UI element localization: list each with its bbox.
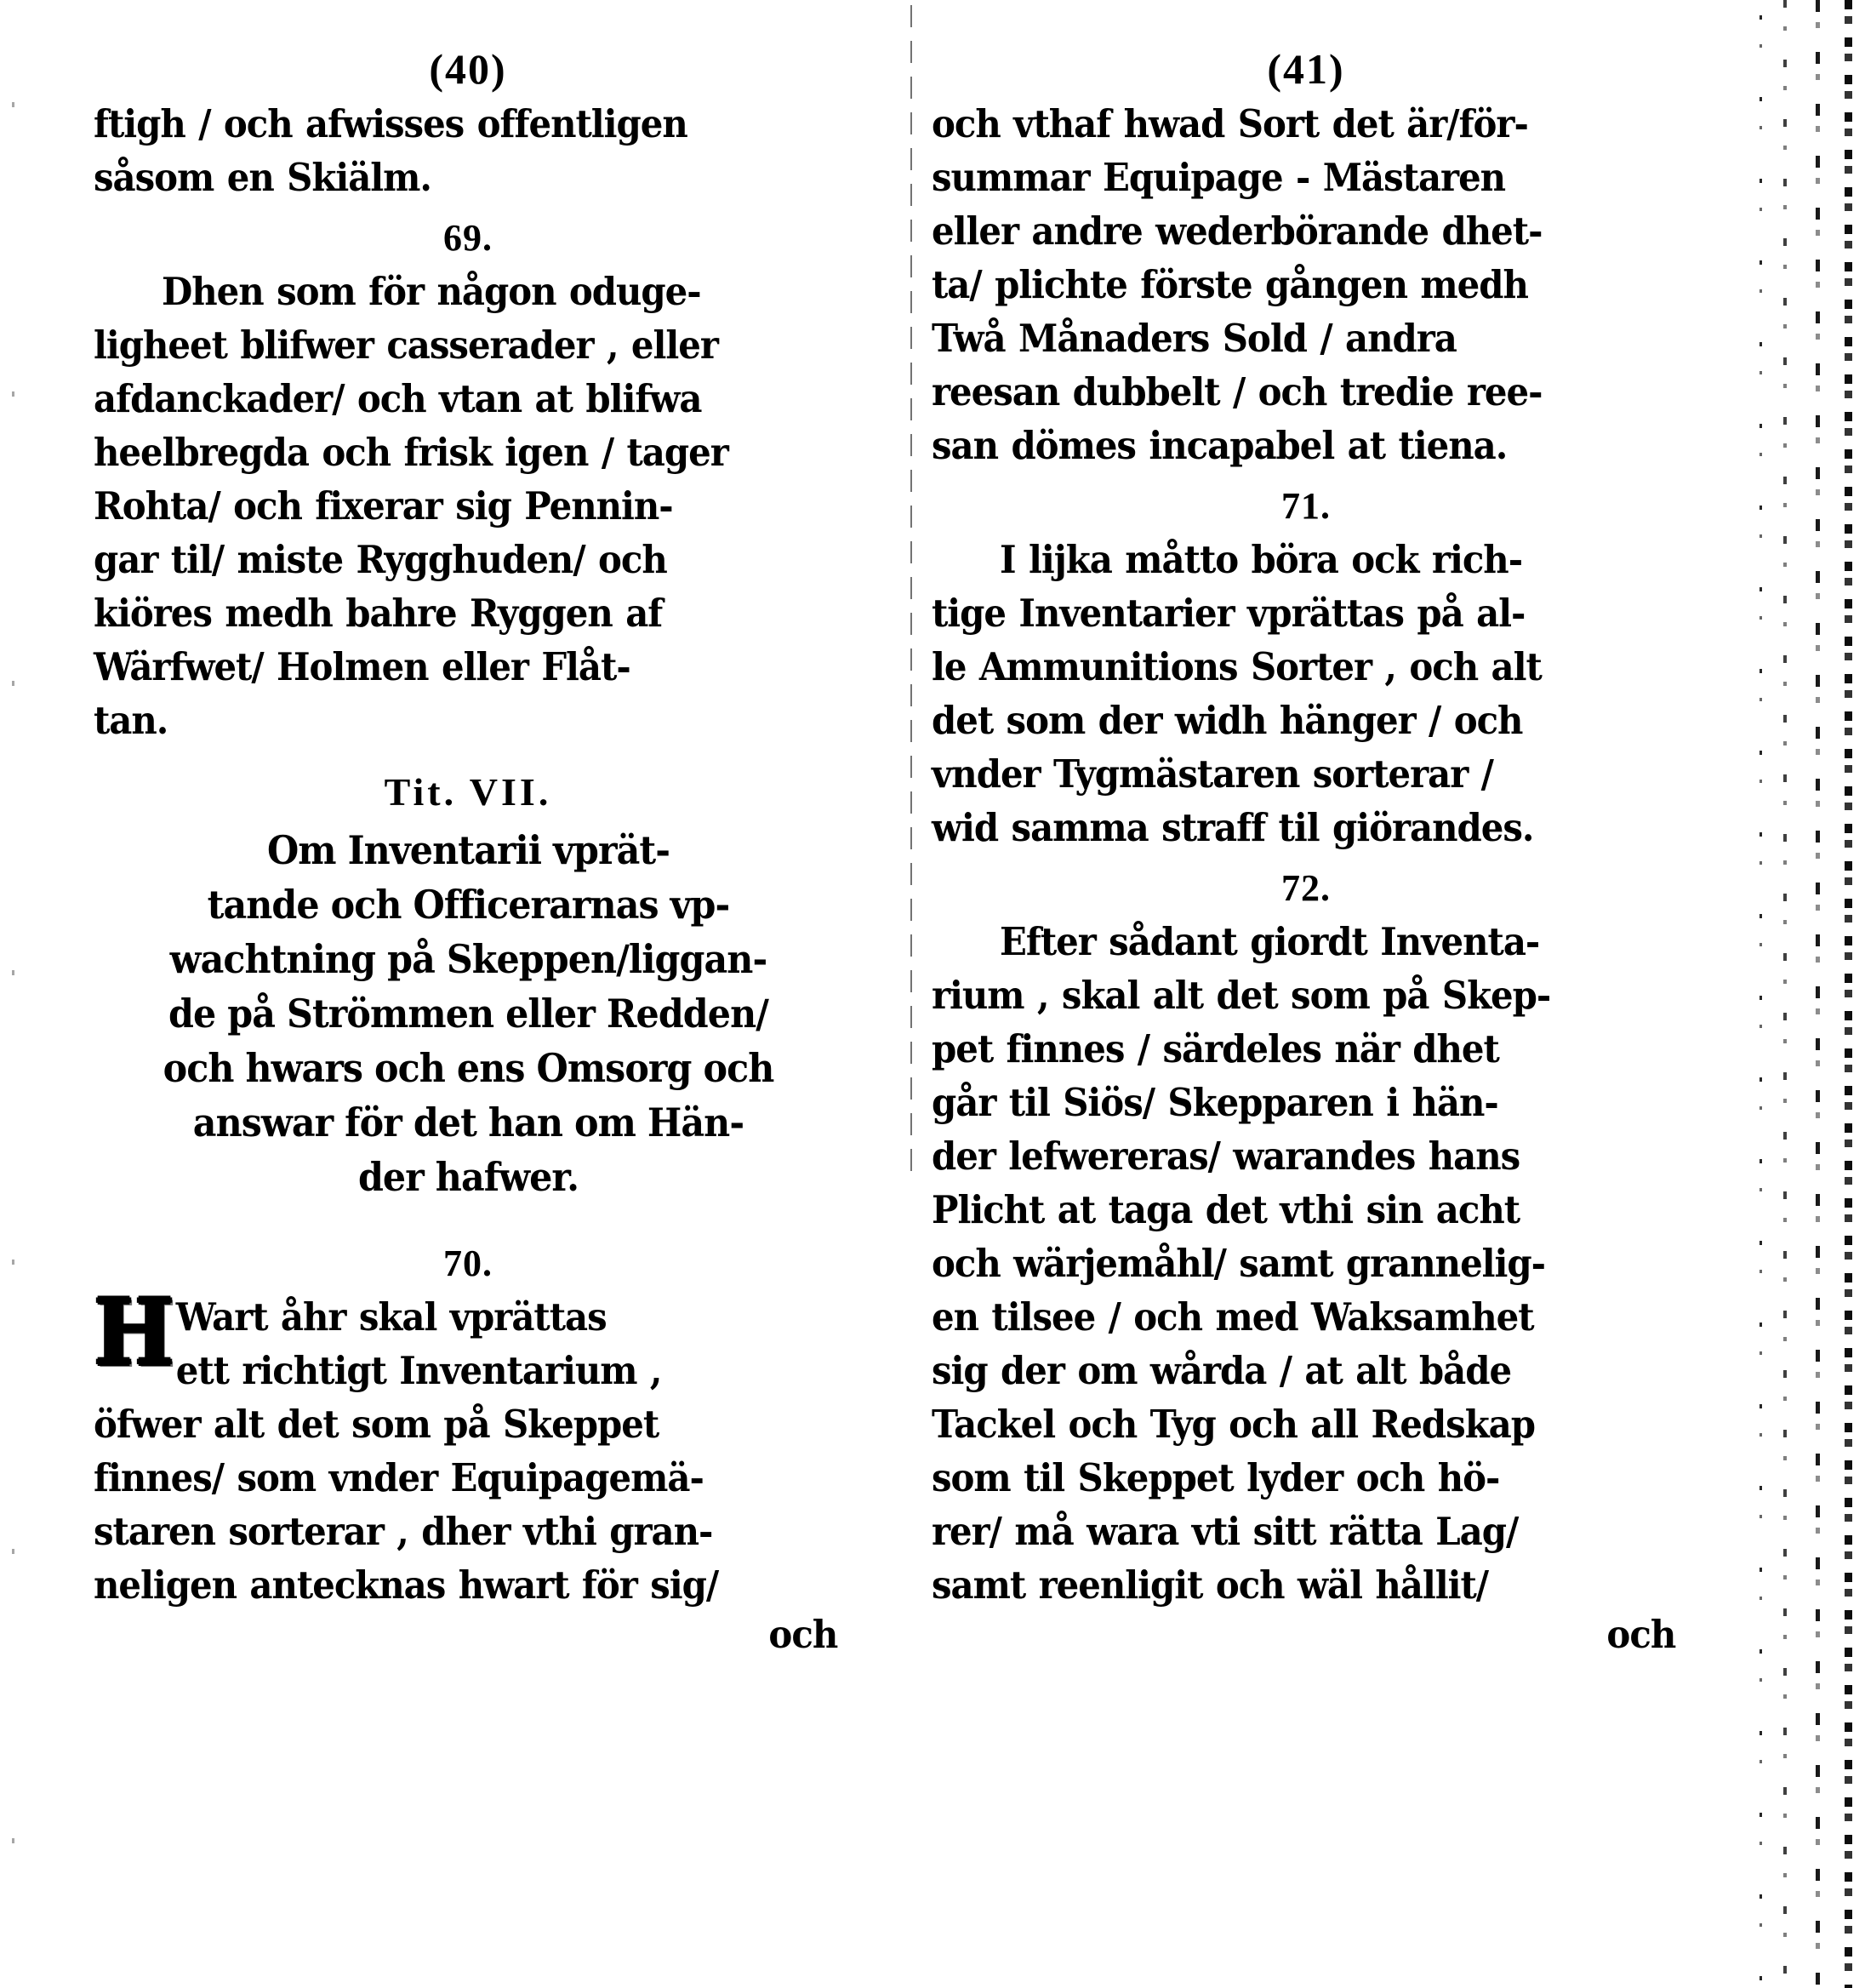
text-line: eller andre wederbörande dhet- <box>932 209 1543 254</box>
text-line: öfwer alt det som på Skeppet <box>94 1402 659 1447</box>
section-70-body <box>94 1279 843 1612</box>
text-line: le Ammunitions Sorter , och alt <box>932 644 1542 689</box>
text-line: samt reenligit och wäl hållit/ <box>932 1562 1489 1608</box>
paragraph-continued-70 <box>932 97 1681 472</box>
section-number-70: 70. <box>443 1242 493 1284</box>
text-line: summar Equipage - Mästaren <box>932 155 1506 200</box>
binding-edge-noise-2 <box>1783 0 1787 1988</box>
binding-edge-noise-1 <box>1759 0 1762 1988</box>
chapter-title-line: answar för det han om Hän- <box>192 1100 744 1145</box>
text-line: I lijka måtto böra ock rich- <box>999 537 1523 582</box>
text-line: ta/ plichte förste gången medh <box>932 262 1528 307</box>
text-line: finnes/ som vnder Equipagemä- <box>94 1455 704 1500</box>
catchword-left: och <box>768 1612 838 1657</box>
paragraph-continued-68 <box>94 97 843 204</box>
text-line: Rohta/ och fixerar sig Pennin- <box>94 483 673 528</box>
text-line: ligheet blifwer casserader , eller <box>94 323 718 368</box>
chapter-title-line: wachtning på Skeppen/liggan- <box>169 936 767 982</box>
text-line: Plicht at taga det vthi sin acht <box>932 1187 1520 1232</box>
text-line: wid samma straff til giörandes. <box>932 805 1534 850</box>
binding-edge-noise-4 <box>1845 0 1852 1988</box>
text-line: det som der widh hänger / och <box>932 698 1523 743</box>
chapter-title-line: Om Inventarii vprät- <box>266 827 670 873</box>
section-number-72: 72. <box>1281 867 1331 909</box>
text-line: vnder Tygmästaren sorterar / <box>932 751 1493 797</box>
text-line: rium , skal alt det som på Skep- <box>932 973 1551 1018</box>
text-line: som til Skeppet lyder och hö- <box>932 1455 1500 1500</box>
left-margin-speckle <box>12 0 14 1988</box>
text-line: reesan dubbelt / och tredie ree- <box>932 369 1543 414</box>
folio-number-right: (41) <box>1267 45 1345 93</box>
text-line: Twå Månaders Sold / andra <box>932 316 1457 361</box>
drop-cap-initial: H <box>94 1279 172 1386</box>
text-line: ett richtigt Inventarium , <box>175 1348 662 1393</box>
text-line: afdanckader/ och vtan at blifwa <box>94 376 702 421</box>
text-line: gar til/ miste Rygghuden/ och <box>94 537 667 582</box>
text-line: Wärfwet/ Holmen eller Flåt- <box>94 644 630 689</box>
text-line: sig der om wårda / at alt både <box>932 1348 1512 1393</box>
section-71-body <box>932 533 1681 854</box>
text-line: Tackel och Tyg och all Redskap <box>932 1402 1536 1447</box>
text-line: Wart åhr skal vprättas <box>175 1294 607 1340</box>
chapter-title-line: der hafwer. <box>357 1154 579 1200</box>
catchword-right: och <box>1606 1612 1676 1657</box>
text-line: heelbregda och frisk igen / tager <box>94 430 728 475</box>
section-number-69: 69. <box>443 217 493 259</box>
right-page-column <box>932 0 1680 1657</box>
text-line: Efter sådant giordt Inventa- <box>999 919 1540 964</box>
chapter-title-line: tande och Officerarnas vp- <box>207 882 730 928</box>
text-line: pet finnes / särdeles när dhet <box>932 1026 1499 1071</box>
folio-number-left: (40) <box>429 45 507 93</box>
text-line: san dömes incapabel at tiena. <box>932 423 1508 468</box>
section-69-body <box>94 265 843 747</box>
text-line: Dhen som för någon oduge- <box>161 269 701 314</box>
text-line: der lefwereras/ warandes hans <box>932 1134 1520 1179</box>
text-line: tige Inventarier vprättas på al- <box>932 591 1526 636</box>
section-number-71: 71. <box>1281 485 1331 527</box>
text-line: ftigh / och afwisses offentligen <box>94 101 687 146</box>
binding-edge-noise-3 <box>1816 0 1820 1988</box>
text-line: rer/ må wara vti sitt rätta Lag/ <box>932 1509 1519 1554</box>
text-line: neligen antecknas hwart för sig/ <box>94 1562 719 1608</box>
left-page-column <box>94 0 842 1657</box>
text-line: en tilsee / och med Waksamhet <box>932 1294 1534 1340</box>
section-72-body <box>932 915 1681 1612</box>
chapter-title-line: och hwars och ens Omsorg och <box>163 1045 774 1091</box>
text-line: går til Siös/ Skepparen i hän- <box>932 1080 1498 1125</box>
text-line: tan. <box>94 698 168 743</box>
text-line: staren sorterar , dher vthi gran- <box>94 1509 713 1554</box>
text-line: såsom en Skiälm. <box>94 155 431 200</box>
chapter-title-line: de på Strömmen eller Redden/ <box>168 991 768 1037</box>
title-heading-tit-vii: Tit. VII. <box>384 770 552 814</box>
gutter-rule <box>910 5 912 1180</box>
block-spacer <box>94 1204 842 1230</box>
text-line: och vthaf hwad Sort det är/för- <box>932 101 1528 146</box>
text-line: kiöres medh bahre Ryggen af <box>94 591 663 636</box>
chapter-title-block <box>94 823 843 1204</box>
text-line: och wärjemåhl/ samt grannelig- <box>932 1241 1546 1286</box>
